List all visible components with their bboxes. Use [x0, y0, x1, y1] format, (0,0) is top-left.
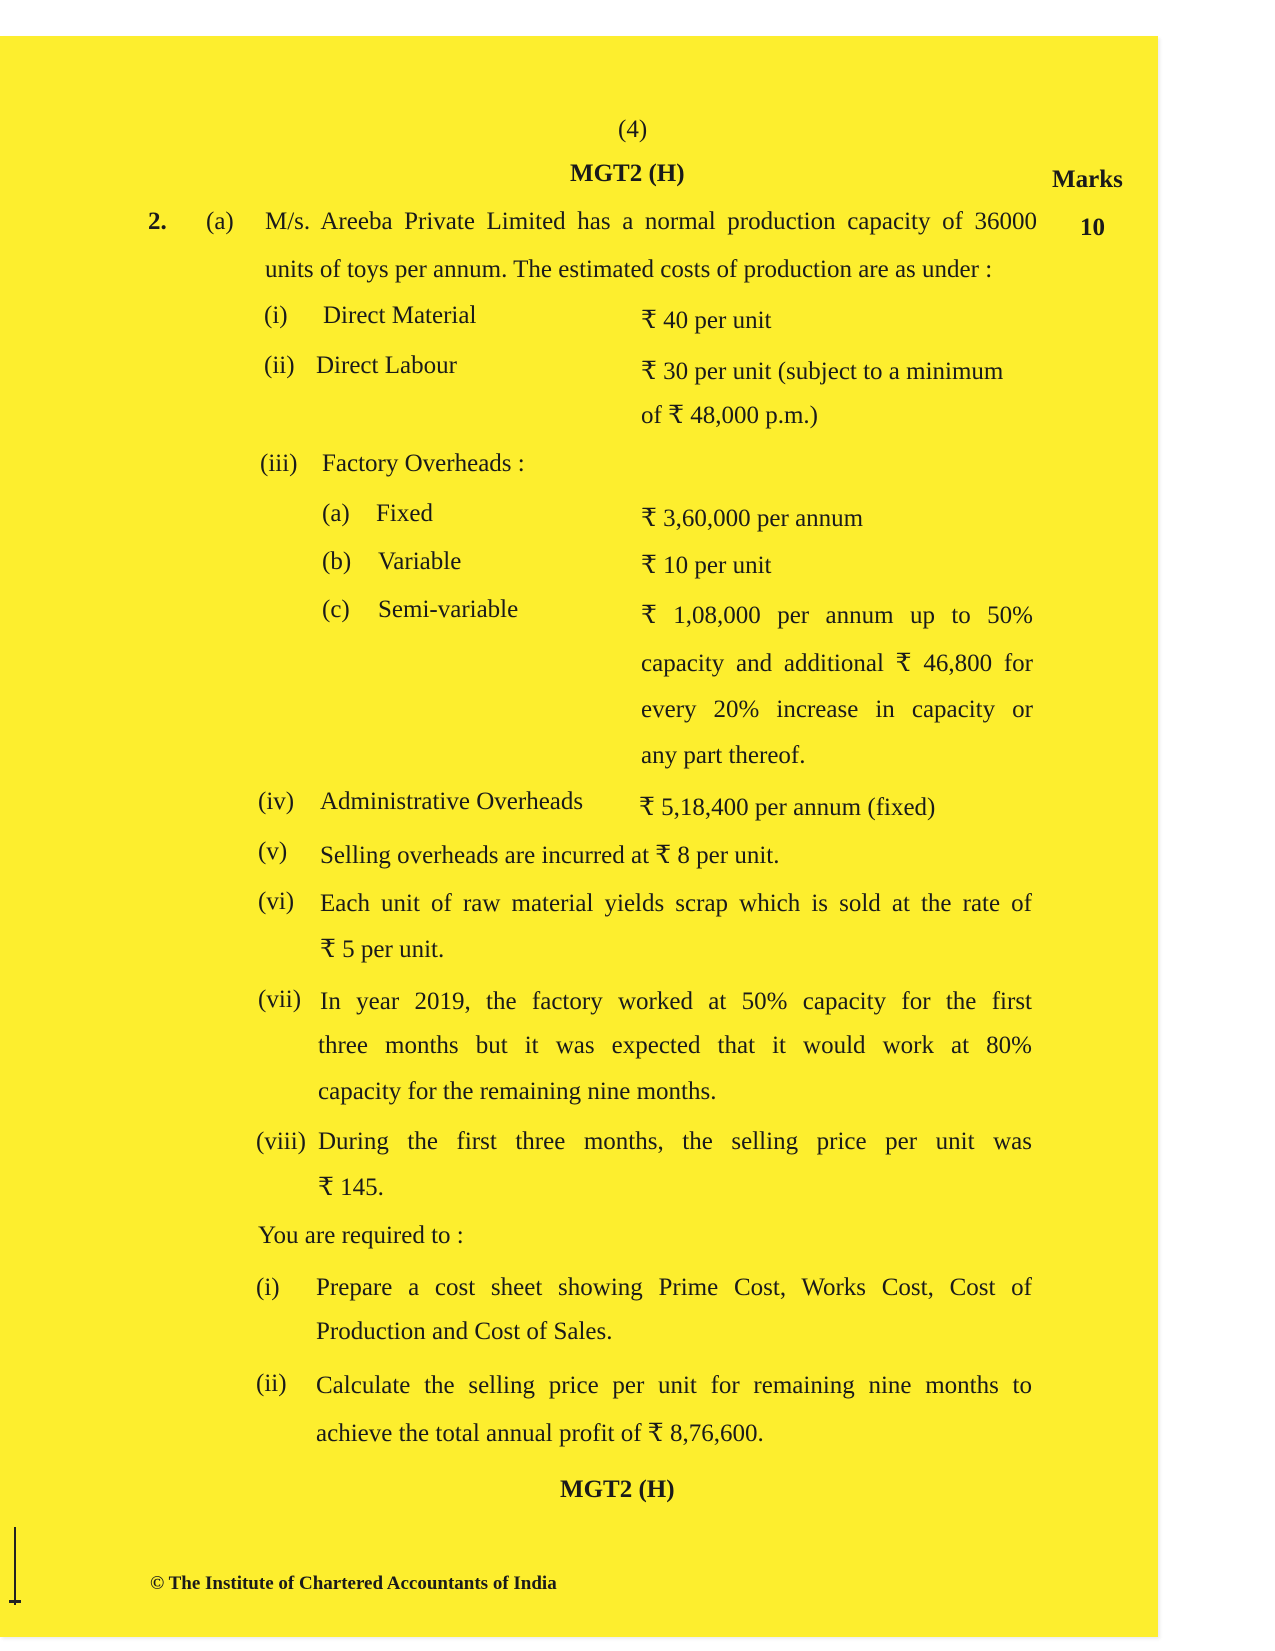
required-ii-number: (ii)	[256, 1370, 287, 1397]
required-ii-line-1: Calculate the selling price per unit for remaining nine months to	[316, 1372, 1032, 1399]
item-v-text: Selling overheads are incurred at ₹ 8 per unit.	[320, 842, 780, 869]
required-ii-line-2: achieve the total annual profit of ₹ 8,76,600.	[316, 1420, 764, 1447]
item-iii-b-number: (b)	[322, 548, 352, 575]
required-i-line-2: Production and Cost of Sales.	[316, 1318, 613, 1345]
item-iii-a-value: ₹ 3,60,000 per annum	[641, 505, 864, 532]
question-part: (a)	[206, 208, 234, 235]
intro-line-1: M/s. Areeba Private Limited has a normal production capacity of 36000	[265, 208, 1037, 235]
item-iii-b-value: ₹ 10 per unit	[641, 552, 772, 579]
item-iii-c-value-3: every 20% increase in capacity or	[641, 696, 1033, 723]
item-vi-line-1: Each unit of raw material yields scrap which is sold at the rate of	[320, 890, 1032, 917]
copyright-notice: © The Institute of Chartered Accountants of India	[150, 1573, 557, 1594]
item-iii-b-label: Variable	[378, 548, 462, 575]
item-iv-value: ₹ 5,18,400 per annum (fixed)	[639, 794, 936, 821]
item-vii-number: (vii)	[258, 986, 302, 1013]
item-iii-c-value-1: ₹ 1,08,000 per annum up to 50%	[641, 602, 1033, 629]
item-iii-c-number: (c)	[322, 596, 350, 623]
item-ii-number: (ii)	[264, 352, 295, 379]
item-iii-a-number: (a)	[322, 500, 350, 527]
item-iv-label: Administrative Overheads	[320, 788, 584, 815]
item-ii-value-1: ₹ 30 per unit (subject to a minimum	[641, 358, 1004, 385]
intro-line-2: units of toys per annum. The estimated costs of production are as under :	[265, 256, 993, 283]
item-ii-value-2: of ₹ 48,000 p.m.)	[641, 402, 819, 429]
item-viii-number: (viii)	[256, 1128, 306, 1155]
required-i-line-1: Prepare a cost sheet showing Prime Cost, Works Cost, Cost of	[316, 1274, 1032, 1301]
page-number: (4)	[618, 116, 648, 143]
item-viii-line-2: ₹ 145.	[318, 1174, 384, 1201]
item-vii-line-2: three months but it was expected that it would work at 80%	[318, 1032, 1032, 1059]
item-iii-label: Factory Overheads :	[322, 450, 525, 477]
item-iii-number: (iii)	[260, 450, 298, 477]
item-iii-a-label: Fixed	[376, 500, 433, 527]
item-vii-line-1: In year 2019, the factory worked at 50% capacity for the first	[320, 988, 1032, 1015]
item-i-number: (i)	[264, 302, 288, 329]
item-ii-label: Direct Labour	[316, 352, 457, 379]
marks-heading: Marks	[1052, 166, 1123, 193]
marks-value: 10	[1080, 214, 1105, 241]
item-iv-number: (iv)	[258, 788, 295, 815]
item-i-label: Direct Material	[323, 302, 477, 329]
item-v-number: (v)	[258, 838, 288, 865]
scan-margin-line	[14, 1527, 16, 1605]
scan-margin-mark	[9, 1600, 21, 1603]
required-heading: You are required to :	[258, 1222, 464, 1249]
required-i-number: (i)	[256, 1274, 280, 1301]
item-iii-c-value-2: capacity and additional ₹ 46,800 for	[641, 650, 1033, 677]
item-vi-number: (vi)	[258, 888, 295, 915]
item-i-value: ₹ 40 per unit	[641, 307, 772, 334]
paper-code-footer: MGT2 (H)	[560, 1476, 675, 1503]
paper-code-header: MGT2 (H)	[570, 160, 685, 187]
item-vi-line-2: ₹ 5 per unit.	[320, 936, 445, 963]
item-iii-c-value-4: any part thereof.	[641, 742, 806, 769]
item-vii-line-3: capacity for the remaining nine months.	[318, 1078, 717, 1105]
item-iii-c-label: Semi-variable	[378, 596, 519, 623]
question-number: 2.	[148, 208, 167, 235]
item-viii-line-1: During the first three months, the selling price per unit was	[318, 1128, 1032, 1155]
